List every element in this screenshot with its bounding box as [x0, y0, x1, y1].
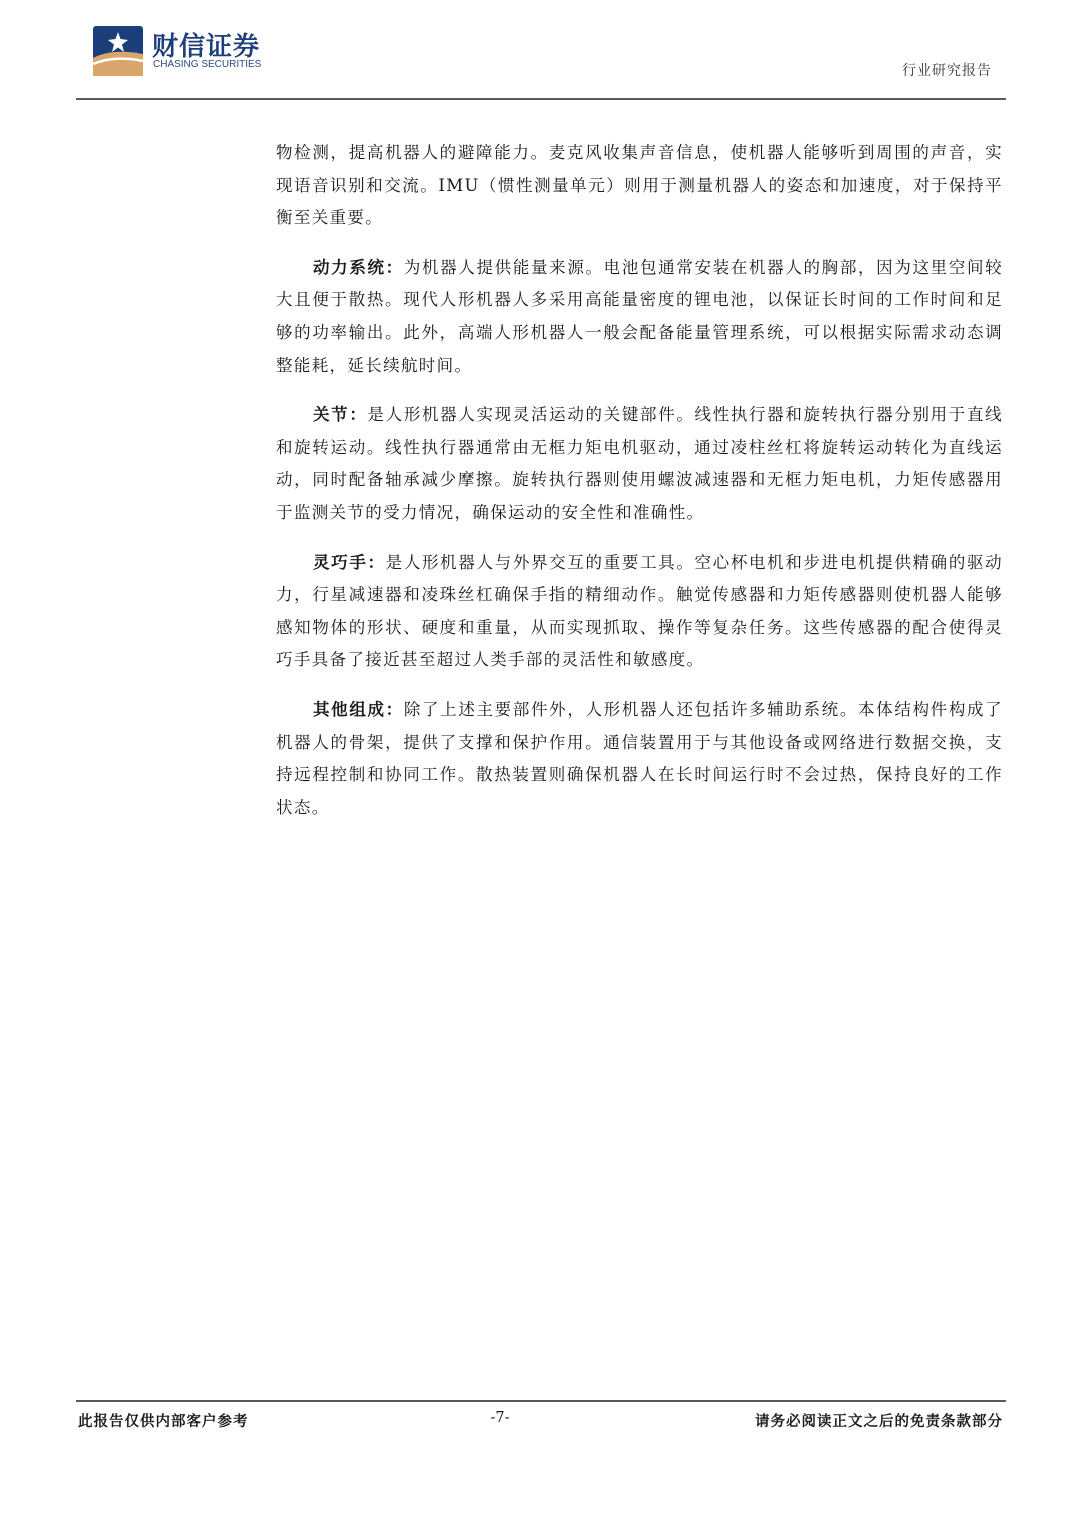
power-system-label: 动力系统： — [313, 257, 404, 277]
other-components-label: 其他组成： — [313, 699, 404, 719]
footer-divider — [76, 1400, 1006, 1402]
joints-text: 是人形机器人实现灵活运动的关键部件。线性执行器和旋转执行器分别用于直线和旋转运动。线性执行器通常由无框力矩电机驱动，通过凌柱丝杠将旋转运动转化为直线运动，同时配备轴承减少摩擦。旋转执行器则使用螺波减速器和无框力矩电机，力矩传感器用于监测关节的受力情况，确保运动的安全性和准确性。 — [276, 405, 1003, 522]
joints-label: 关节： — [313, 405, 368, 425]
logo-english-name: CHASING SECURITIES — [153, 59, 262, 70]
page-header — [0, 0, 1080, 100]
footer-disclaimer-right: 请务必阅读正文之后的免责条款部分 — [755, 1413, 1003, 1430]
paragraph-power-system — [276, 252, 1003, 382]
header-divider — [76, 98, 1006, 100]
paragraph-sensors-continued: 物检测，提高机器人的避障能力。麦克风收集声音信息，使机器人能够听到周围的声音，实现语音识别和交流。IMU（惯性测量单元）则用于测量机器人的姿态和加速度，对于保持平衡至关重要。 — [276, 143, 1003, 228]
report-body — [276, 137, 1003, 841]
dexterous-hand-text: 是人形机器人与外界交互的重要工具。空心杯电机和步进电机提供精确的驱动力，行星减速器和凌珠丝杠确保手指的精细动作。触觉传感器和力矩传感器则使机器人能够感知物体的形状、硬度和重量，从而实现抓取、操作等复杂任务。这些传感器的配合使得灵巧手具备了接近甚至超过人类手部的灵活性和敏感度。 — [276, 552, 1003, 670]
dexterous-hand-label: 灵巧手： — [313, 552, 386, 572]
report-type-label: 行业研究报告 — [902, 63, 992, 79]
chasing-securities-logo-icon — [92, 24, 146, 78]
paragraph-other-components — [276, 694, 1003, 824]
company-logo — [92, 24, 292, 80]
logo-chinese-name: 财信证券 — [152, 32, 261, 62]
power-system-text: 为机器人提供能量来源。电池包通常安装在机器人的胸部，因为这里空间较大且便于散热。现代人形机器人多采用高能量密度的锂电池，以保证长时间的工作时间和足够的功率输出。此外，高端人形机器人一般会配备能量管理系统，可以根据实际需求动态调整能耗，延长续航时间。 — [276, 257, 1004, 375]
footer-disclaimer-left: 此报告仅供内部客户参考 — [78, 1413, 249, 1430]
paragraph-joints — [276, 399, 1003, 529]
paragraph-dexterous-hand — [276, 547, 1003, 677]
other-components-text: 除了上述主要部件外，人形机器人还包括许多辅助系统。本体结构件构成了机器人的骨架，提供了支撑和保护作用。通信装置用于与其他设备或网络进行数据交换，支持远程控制和协同工作。散热装置则确保机器人在长时间运行时不会过热，保持良好的工作状态。 — [276, 699, 1004, 817]
page-number: -7- — [490, 1410, 510, 1426]
